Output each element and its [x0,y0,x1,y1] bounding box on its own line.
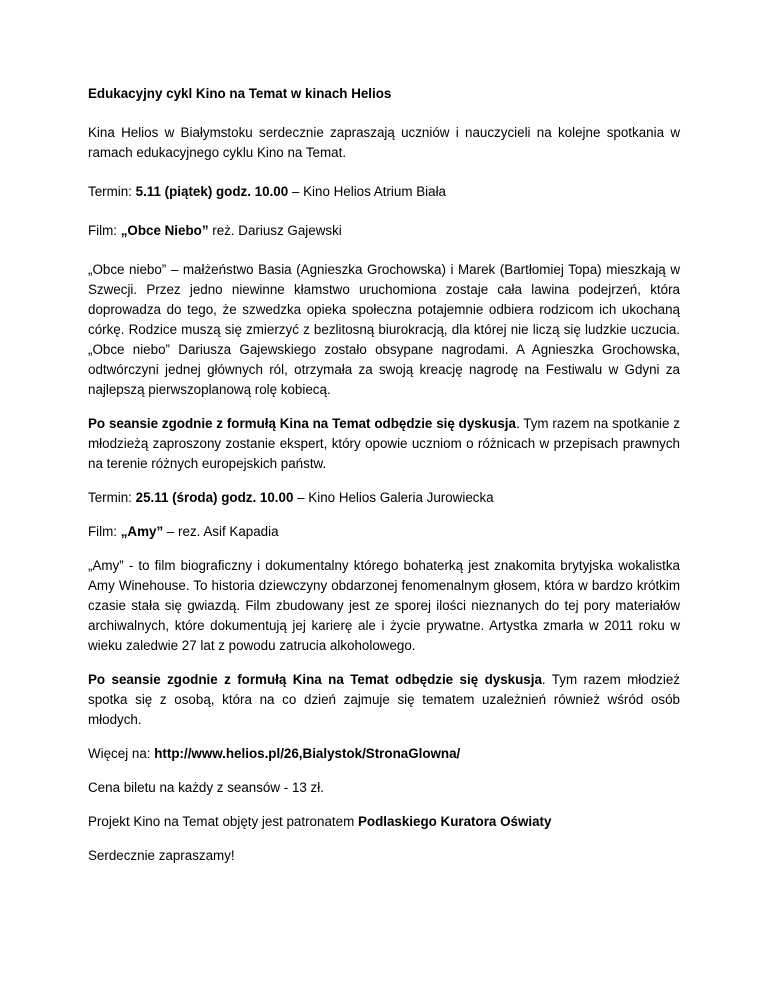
event1-discussion-bold: Po seansie zgodnie z formułą Kina na Temat odbędzie się dyskusja [88,416,516,431]
event1-film [88,221,680,241]
event2-discussion-bold: Po seansie zgodnie z formułą Kina na Temat odbędzie się dyskusja [88,672,542,687]
event2-film-title: „Amy” [120,524,164,539]
event2-discussion-rest: . Tym razem młodzież spotka się z osobą, która na co dzień zajmuje się tematem uzależnień również wśród osób młodych. [88,672,680,727]
event2-termin-date: 25.11 (środa) godz. 10.00 [135,490,294,505]
price-text: Cena biletu na każdy z seansów - 13 zł. [88,780,324,795]
event1-description-text: „Obce niebo” – małżeństwo Basia (Agnieszka Grochowska) i Marek (Bartłomiej Topa) mieszkają w Szwecji. Przez jedno niewinne kłamstwo uruchomiona zostaje cała lawina podejrzeń, która doprowadza do tego, że szwedzka opieka społeczna potajemnie odbiera rodzicom ich ukochaną córkę. Rodzice muszą się zmierzyć z bezlitosną biurokracją, dla której nie liczą się ludzkie uczucia. „Obce niebo” Dariusza Gajewskiego zostało obsypane nagrodami. A Agnieszka Grochowska, odtwórczyni jednej głównych ról, otrzymała za swoją kreację nagrodę na Festiwalu w Gdyni za najlepszą pierwszoplanową rolę kobiecą. [88,262,680,397]
event2-film [88,522,680,542]
event1-film-label: Film: [88,223,121,238]
more-link[interactable]: http://www.helios.pl/26,Bialystok/StronaGlowna/ [154,746,461,761]
event2-termin-place: – Kino Helios Galeria Jurowiecka [293,490,494,505]
event1-discussion [88,414,680,474]
event1-termin-label: Termin: [88,184,136,199]
event1-termin-place: – Kino Helios Atrium Biała [288,184,446,199]
patronage-info [88,812,680,832]
price-info [88,778,680,798]
more-info [88,744,680,764]
event2-film-label: Film: [88,524,121,539]
event2-film-director: – rez. Asif Kapadia [163,524,279,539]
event2-description-text: „Amy” - to film biograficzny i dokumentalny którego bohaterką jest znakomita brytyjska wokalistka Amy Winehouse. To historia dziewczyny obdarzonej fenomenalnym głosem, która w bardzo krótkim czasie stała się gwiazdą. Film zbudowany jest ze sporej ilości nieznanych do tej pory materiałów archiwalnych, które dokumentują jej karierę ale i życie prywatne. Artystka zmarła w 2011 roku w wieku zaledwie 27 lat z powodu zatrucia alkoholowego. [88,558,680,653]
intro-paragraph [88,123,680,163]
event1-description [88,260,680,400]
event1-termin [88,182,680,202]
closing-text: Serdecznie zapraszamy! [88,848,235,863]
patronage-bold: Podlaskiego Kuratora Oświaty [357,814,552,829]
event1-film-title: „Obce Niebo” [120,223,209,238]
event2-termin-label: Termin: [88,490,136,505]
document-page [88,84,680,880]
event2-termin [88,488,680,508]
patronage-text: Projekt Kino na Temat objęty jest patronatem [88,814,358,829]
title-text: Edukacyjny cykl Kino na Temat w kinach Helios [88,86,392,101]
more-label: Więcej na: [88,746,155,761]
event2-discussion [88,670,680,730]
event1-termin-date: 5.11 (piątek) godz. 10.00 [135,184,289,199]
event1-film-director: reż. Dariusz Gajewski [208,223,342,238]
event1-discussion-rest: . Tym razem na spotkanie z młodzieżą zaproszony zostanie ekspert, który opowie uczniom o różnicach w przepisach prawnych na terenie różnych europejskich państw. [88,416,680,471]
intro-text: Kina Helios w Białymstoku serdecznie zapraszają uczniów i nauczycieli na kolejne spotkania w ramach edukacyjnego cyklu Kino na Temat. [88,125,680,160]
event2-description [88,556,680,656]
closing-line [88,846,680,866]
document-title [88,84,680,104]
